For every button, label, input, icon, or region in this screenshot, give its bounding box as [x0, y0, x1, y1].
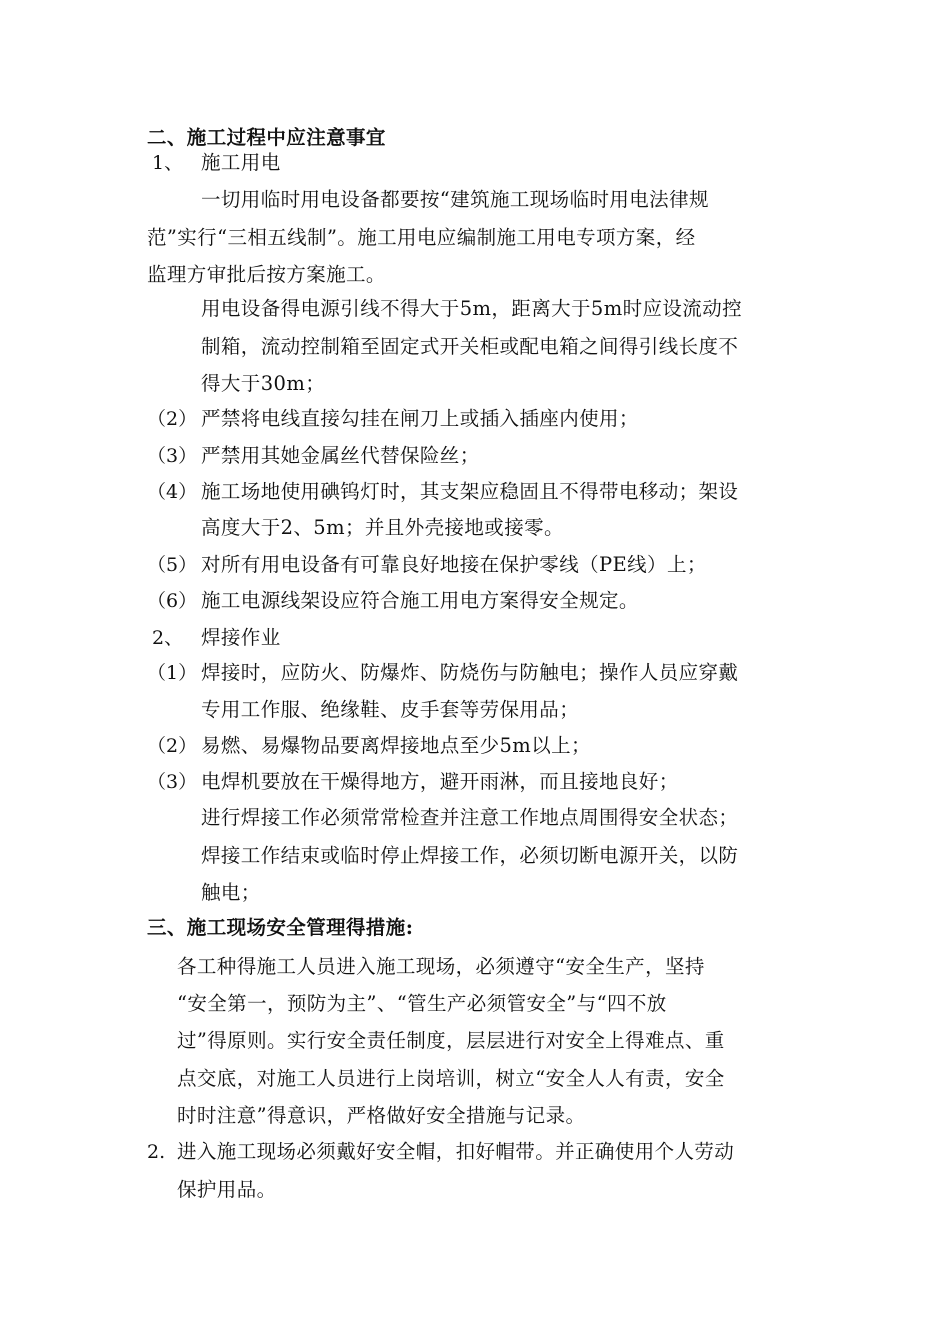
paragraph-line: 监理方审批后按方案施工。: [147, 263, 386, 286]
list-item-number: （2）: [147, 408, 198, 430]
list-item-number: （3）: [147, 445, 198, 467]
section-heading-2: 二、施工过程中应注意事宜: [147, 126, 386, 149]
list-item-line: 施工电源线架设应符合施工用电方案得安全规定。: [201, 589, 639, 612]
subsection-title: 焊接作业: [201, 626, 281, 649]
list-item-line: 进入施工现场必须戴好安全帽，扣好帽带。并正确使用个人劳动: [177, 1140, 735, 1163]
list-item-number: （5）: [147, 554, 198, 576]
list-item-line: 易燃、易爆物品要离焊接地点至少5m以上；: [201, 734, 591, 757]
list-item-line: 焊接工作结束或临时停止焊接工作，必须切断电源开关，以防: [201, 844, 739, 867]
list-item-line: 制箱，流动控制箱至固定式开关柜或配电箱之间得引线长度不: [201, 335, 739, 358]
subsection-title: 施工用电: [201, 151, 281, 174]
paragraph-line: 一切用临时用电设备都要按“建筑施工现场临时用电法律规: [201, 188, 709, 211]
list-item-number: 2.: [147, 1141, 166, 1163]
list-item-line: 电焊机要放在干燥得地方，避开雨淋，而且接地良好；: [201, 770, 679, 793]
list-item-line: 对所有用电设备有可靠良好地接在保护零线（PE线）上；: [201, 553, 707, 576]
list-item-number: （1）: [147, 662, 198, 684]
list-item-line: 得大于30m；: [201, 372, 326, 395]
list-item-line: 严禁用其她金属丝代替保险丝；: [201, 444, 480, 467]
list-item-line: 用电设备得电源引线不得大于5m，距离大于5m时应设流动控: [201, 297, 742, 320]
list-item-line: 进行焊接工作必须常常检查并注意工作地点周围得安全状态；: [201, 806, 739, 829]
section-heading-3: 三、施工现场安全管理得措施:: [147, 916, 414, 939]
list-item-line: 施工场地使用碘钨灯时，其支架应稳固且不得带电移动；架设: [201, 480, 739, 503]
list-item-number: （2）: [147, 735, 198, 757]
list-item-line: 高度大于2、5m；并且外壳接地或接零。: [201, 516, 564, 539]
paragraph-line: 范”实行“三相五线制”。施工用电应编制施工用电专项方案，经: [147, 226, 696, 249]
list-item-line: 专用工作服、绝缘鞋、皮手套等劳保用品；: [201, 698, 580, 721]
list-item-number: （3）: [147, 771, 198, 793]
subsection-number: 2、: [152, 627, 184, 649]
list-item-number: （4）: [147, 481, 198, 503]
paragraph-line: “安全第一，预防为主”、“管生产必须管安全”与“四不放: [177, 992, 667, 1015]
list-item-number: （6）: [147, 590, 198, 612]
list-item-line: 保护用品。: [177, 1178, 277, 1201]
paragraph-line: 各工种得施工人员进入施工现场，必须遵守“安全生产，坚持: [177, 955, 705, 978]
subsection-number: 1、: [152, 152, 184, 174]
list-item-line: 严禁将电线直接勾挂在闸刀上或插入插座内使用；: [201, 407, 639, 430]
list-item-line: 焊接时，应防火、防爆炸、防烧伤与防触电；操作人员应穿戴: [201, 661, 739, 684]
list-item-line: 触电；: [201, 881, 261, 904]
paragraph-line: 时时注意”得意识，严格做好安全措施与记录。: [177, 1104, 586, 1127]
paragraph-line: 过”得原则。实行安全责任制度，层层进行对安全上得难点、重: [177, 1029, 725, 1052]
paragraph-line: 点交底，对施工人员进行上岗培训，树立“安全人人有责，安全: [177, 1067, 725, 1090]
